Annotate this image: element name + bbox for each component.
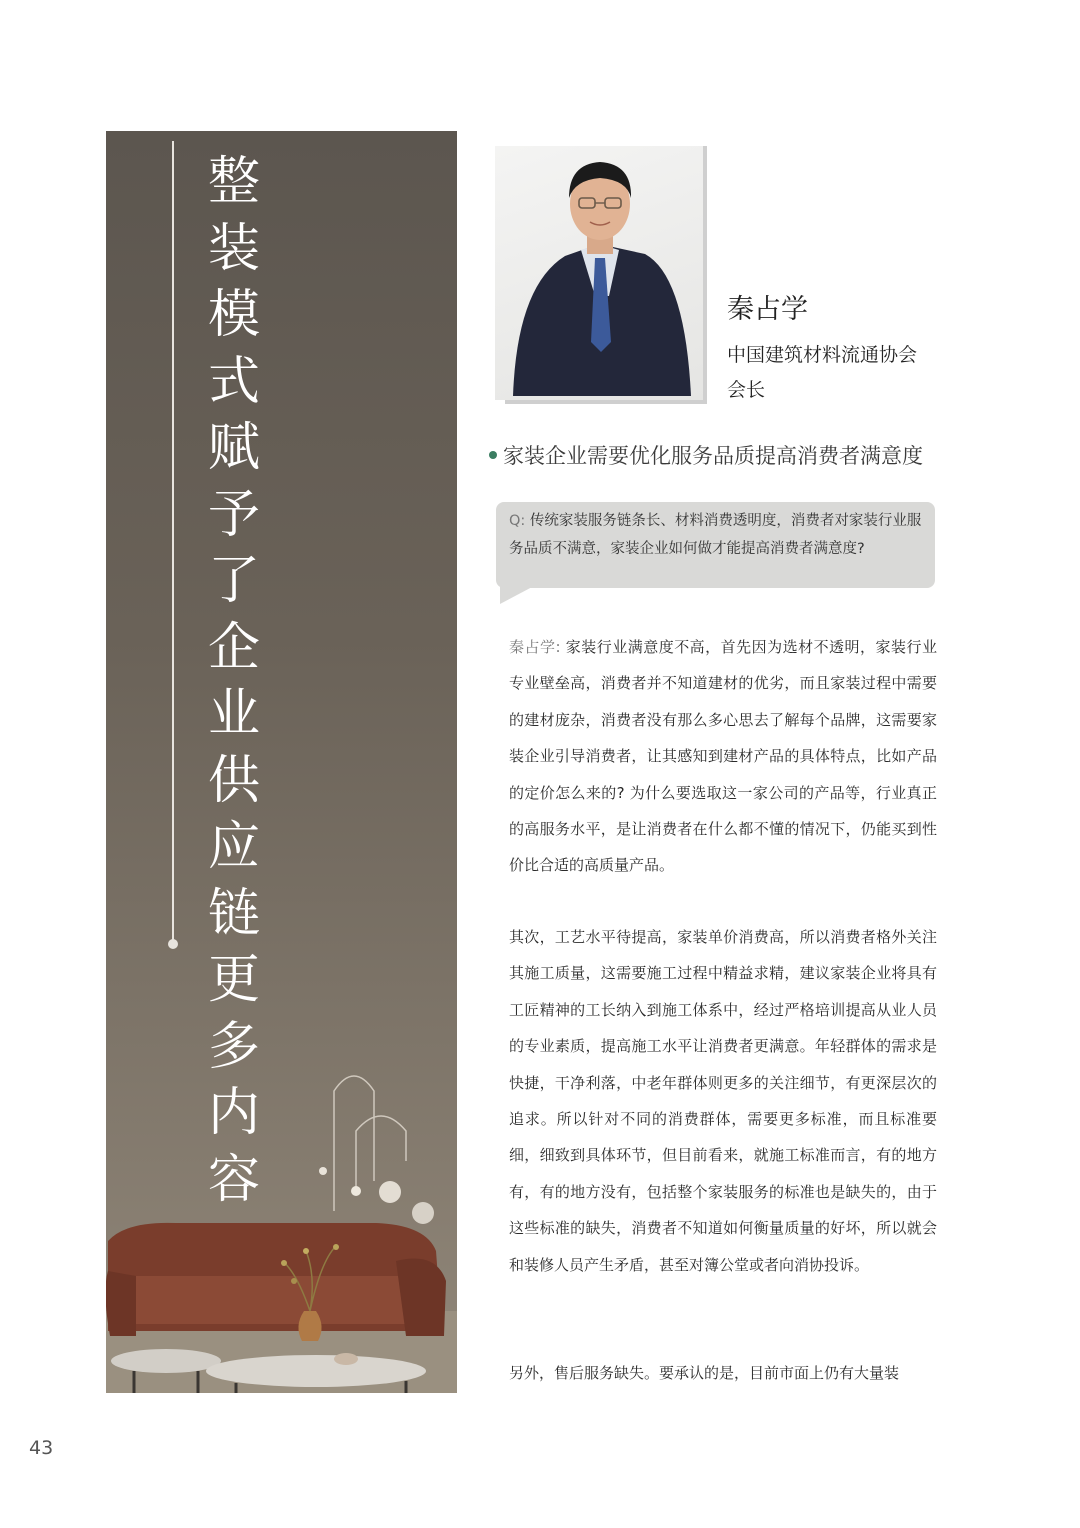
page-number: 43 [29,1437,54,1459]
answer-paragraph-1 [509,629,937,884]
title-char: 内 [207,1083,260,1143]
title-char: 多 [207,1016,260,1077]
title-char: 予 [207,484,260,545]
answer-paragraph-2: 其次，工艺水平待提高，家装单价消费高，所以消费者格外关注其施工质量，这需要施工过程中精益求精，建议家装企业将具有工匠精神的工长纳入到施工体系中，经过严格培训提高从业人员的专业素质，提高施工水平让消费者更满意。年轻群体的需求是快捷，干净利落，中老年群体则更多的关注细节，有更深层次的追求。所以针对不同的消费群体，需要更多标准，而且标准要细，细致到具体环节，但目前看来，就施工标准而言，有的地方有，有的地方没有，包括整个家装服务的标准也是缺失的，由于这些标准的缺失，消费者不知道如何衡量质量的好坏，所以就会和装修人员产生矛盾，甚至对簿公堂或者向消协投诉。 [509,928,937,1274]
question-body: 传统家装服务链条长、材料消费透明度，消费者对家装行业服务品质不满意，家装企业如何做才能提高消费者满意度? [509,513,922,557]
title-char: 装 [207,218,260,279]
bubble-tail [500,586,534,604]
interviewee-name: 秦占学 [727,294,808,325]
title-char: 了 [207,551,260,611]
section-subheading [489,440,923,470]
title-char: 更 [207,950,260,1010]
interviewee-organization: 中国建筑材料流通协会 [727,344,918,366]
title-char: 业 [207,684,260,744]
portrait-photo [495,146,709,404]
title-char: 容 [207,1149,260,1210]
vertical-rule [172,141,174,941]
interviewee-role: 会长 [727,379,766,401]
answer-body-1: 家装行业满意度不高，首先因为选材不透明，家装行业专业壁垒高，消费者并不知道建材的优劣，而且家装过程中需要的建材庞杂，消费者没有那么多心思去了解每个品牌，这需要家装企业引导消费者，让其感知到建材产品的具体特点，比如产品的定价怎么来的? 为什么要选取这一家公司的产品等，行业真正的高服务水平，是让消费者在什么都不懂的情况下，仍能买到性价比合适的高质量产品。 [509,638,937,875]
question-text [509,508,929,563]
bullet-dot-icon [489,451,497,459]
answer-speaker: 秦占学: [509,638,561,656]
title-char: 供 [207,750,260,811]
title-char: 应 [207,817,260,877]
title-char: 链 [207,883,260,944]
answer-paragraph-3: 另外，售后服务缺失。要承认的是，目前市面上仍有大量装 [509,1364,900,1382]
title-char: 式 [207,351,260,412]
cover-panel [106,131,457,1393]
title-char: 整 [207,152,260,212]
title-char: 赋 [207,418,260,478]
subheading-text: 家装企业需要优化服务品质提高消费者满意度 [503,444,923,468]
interior-scene-illustration [106,931,457,1393]
title-char: 企 [207,617,260,678]
question-prefix: Q: [509,513,526,529]
title-char: 模 [207,285,260,345]
